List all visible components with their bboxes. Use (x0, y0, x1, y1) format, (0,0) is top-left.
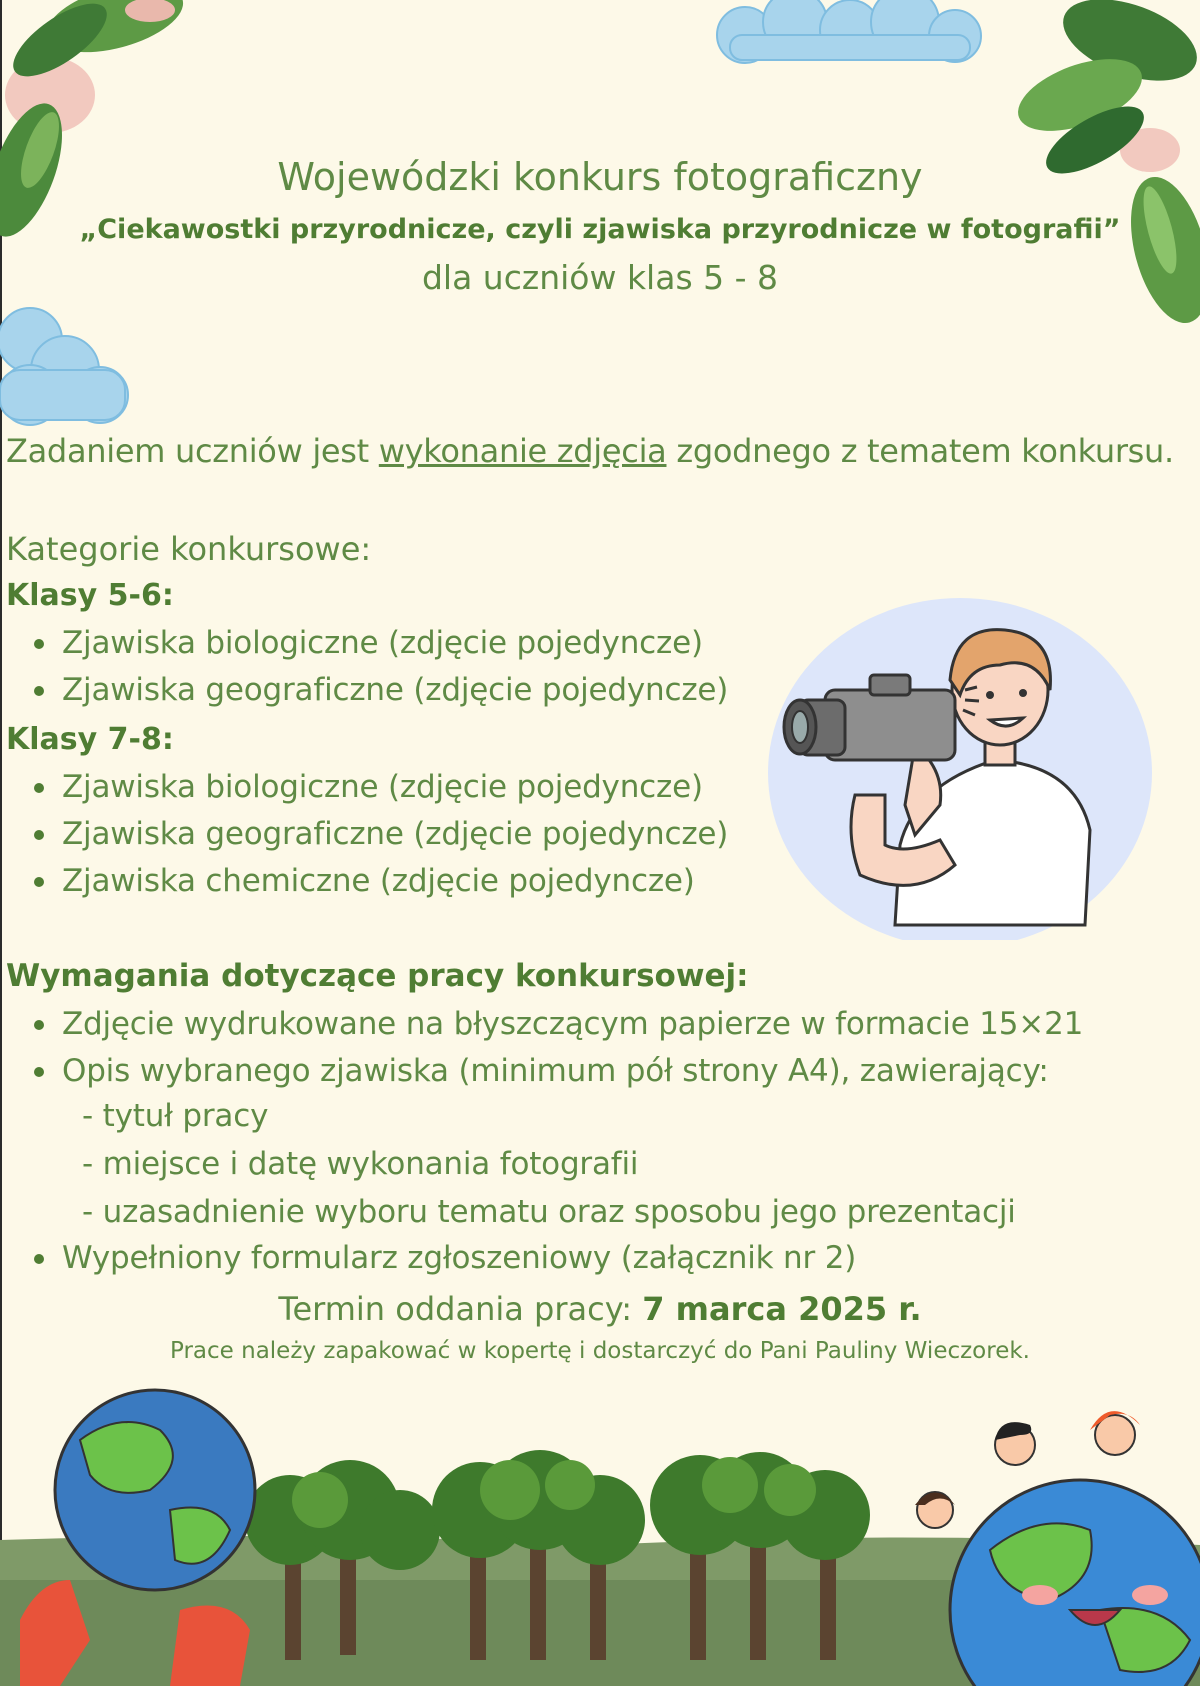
delivery-note: Prace należy zapakować w kopertę i dostarczyć do Pani Pauliny Wieczorek. (170, 1338, 1030, 1364)
cloud-top-icon (700, 0, 1000, 65)
intro-underlined: wykonanie zdjęcia (378, 432, 667, 470)
list-item: Zjawiska geograficzne (zdjęcie pojedyncze) (0, 667, 728, 714)
intro-before: Zadaniem uczniów jest (6, 432, 379, 470)
forest-scene-icon (0, 1380, 1200, 1686)
page-title: Wojewódzki konkurs fotograficzny (277, 155, 923, 199)
requirement-subitem: - tytuł pracy (82, 1098, 269, 1134)
cloud-left-icon (0, 300, 135, 435)
categories-label: Kategorie konkursowe: (6, 530, 372, 568)
photographer-illustration-icon (765, 595, 1155, 940)
requirement-subitem: - miejsce i datę wykonania fotografii (82, 1146, 639, 1182)
list-item: Zjawiska geograficzne (zdjęcie pojedyncze) (0, 811, 728, 858)
page-subtitle: „Ciekawostki przyrodnicze, czyli zjawiska przyrodnicze w fotografii” (79, 214, 1121, 245)
list-item: Wypełniony formularz zgłoszeniowy (załącznik nr 2) (0, 1235, 856, 1282)
group2-title: Klasy 7-8: (6, 722, 174, 757)
list-item: Opis wybranego zjawiska (minimum pół strony A4), zawierający: (0, 1048, 1083, 1095)
intro-after: zgodnego z tematem konkursu. (666, 432, 1174, 470)
requirement-subitem: - uzasadnienie wyboru tematu oraz sposobu jego prezentacji (82, 1194, 1016, 1230)
list-item: Zjawiska chemiczne (zdjęcie pojedyncze) (0, 858, 728, 905)
requirements-list (0, 1001, 1083, 1095)
deadline-label: Termin oddania pracy: (278, 1290, 643, 1328)
grade-range: dla uczniów klas 5 - 8 (421, 258, 779, 297)
requirements-title: Wymagania dotyczące pracy konkursowej: (6, 958, 749, 994)
list-item: Zjawiska biologiczne (zdjęcie pojedyncze) (0, 764, 728, 811)
requirements-list-2 (0, 1235, 856, 1282)
list-item: Zjawiska biologiczne (zdjęcie pojedyncze) (0, 620, 728, 667)
group1-title: Klasy 5-6: (6, 578, 174, 613)
deadline (0, 1290, 1200, 1328)
intro-text (6, 432, 1174, 470)
list-item: Zdjęcie wydrukowane na błyszczącym papierze w formacie 15×21 (0, 1001, 1083, 1048)
deadline-date: 7 marca 2025 r. (642, 1290, 922, 1328)
group1-list (0, 620, 728, 714)
group2-list (0, 764, 728, 905)
